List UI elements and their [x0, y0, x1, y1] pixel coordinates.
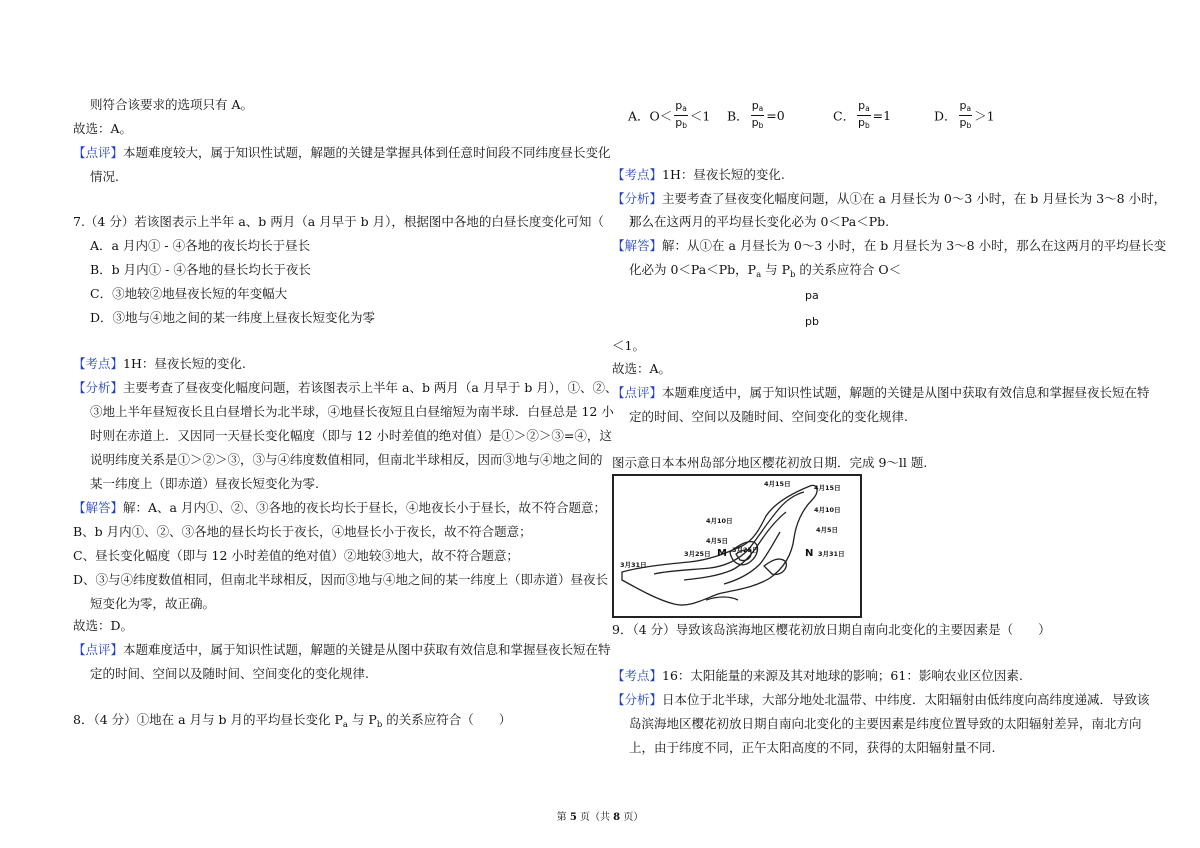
jieda-line: 化必为 0＜Pa＜Pb，$P_a$ 与 $P_b$ 的关系应符合 O＜: [629, 262, 902, 280]
jieda-tag: 【解答】: [612, 238, 663, 253]
fenxi-tag: 【分析】: [612, 191, 663, 206]
jieda-line: C、昼长变化幅度（即与 12 小时差值的绝对值）②地较③地大，故不符合题意；: [73, 548, 519, 563]
comment-line-cont: 定的时间、空间以及随时间、空间变化的变化规律.: [629, 409, 908, 424]
comment-text: 本题难度较大，属于知识性试题，解题的关键是掌握具体到任意时间段不同纬度昼长变化: [123, 145, 611, 160]
answer-line: 故选：A。: [73, 121, 133, 136]
japan-sakura-map: [612, 474, 862, 618]
q8-text: 与 P: [347, 712, 377, 727]
question-9: 9．（4 分）导致该岛滨海地区樱花初放日期自南向北变化的主要因素是（ ）: [612, 622, 1051, 637]
fenxi-tag: 【分析】: [612, 692, 663, 707]
fenxi-tag: 【分析】: [73, 380, 124, 395]
jieda-text: 解：A、a 月内①、②、③各地的夜长均长于昼长，④地夜长小于昼长，故不符合题意；: [123, 500, 606, 515]
q7-option-b: B．b 月内① - ④各地的昼长均长于夜长: [90, 262, 311, 277]
jieda-line: [73, 500, 606, 516]
kaodian-tag: 【考点】: [612, 668, 663, 683]
jieda-line: D、③与④纬度数值相同，但南北半球相反，因而③地与④地之间的某一纬度上（即赤道）昼夜长: [73, 572, 609, 587]
q8-option-a: [628, 100, 710, 131]
kaodian-line: [73, 356, 246, 372]
fraction: $\frac{pa}{pb}$: [959, 99, 972, 130]
q8-text: 8．（4 分）①地在 a 月与 b 月的平均昼长变化 P: [73, 712, 343, 727]
jieda-tag: 【解答】: [73, 500, 124, 515]
comment-line: [612, 385, 1150, 401]
kaodian-line: [612, 668, 1023, 684]
map-label: 3月25日: [732, 546, 759, 554]
map-point-n: N: [805, 548, 814, 559]
fenxi-text: 主要考查了昼夜变化幅度问题，若该图表示上半年 a、b 两月（a 月早于 b 月），①、②、: [123, 380, 618, 395]
jieda-line: 短变化为零，故正确。: [90, 596, 216, 611]
section-intro: 图示意日本本州岛部分地区樱花初放日期．完成 9～ll 题.: [612, 455, 928, 470]
option-tail: ＜1: [689, 108, 711, 124]
fenxi-line: 说明纬度关系是①＞②＞③，③与④纬度数值相同，但南北半球相反，因而③地与④地之间的: [90, 452, 603, 467]
fenxi-line: [612, 191, 1166, 207]
q8-sub-b: b: [376, 720, 383, 730]
q8-option-b: [727, 100, 785, 131]
comment-tag: 【点评】: [612, 385, 663, 400]
q8-option-d: [934, 100, 995, 131]
page-footer: 第 5 页（共 8 页）: [556, 812, 644, 823]
kaodian-line: [612, 167, 785, 183]
map-label: 3月31日: [818, 550, 845, 558]
comment-line: [73, 642, 611, 658]
kaodian-text: 1H：昼夜长短的变化.: [123, 356, 246, 371]
question-8: [73, 712, 511, 733]
q8-sub-a: a: [342, 720, 348, 730]
comment-text: 本题难度适中，属于知识性试题，解题的关键是从图中获取有效信息和掌握昼夜长短在特: [662, 385, 1150, 400]
map-label: 4月5日: [816, 526, 839, 534]
q8-option-c: [833, 100, 891, 131]
fenxi-line: 时则在赤道上．又因同一天昼长变化幅度（即与 12 小时差值的绝对值）是①＞②＞③=④，这: [90, 428, 612, 443]
text-line: ＜1。: [612, 338, 645, 353]
kaodian-tag: 【考点】: [612, 167, 663, 182]
page-number: 5: [569, 812, 577, 823]
map-drawing: [614, 476, 860, 616]
q7-option-c: C．③地较②地昼夜长短的年变幅大: [90, 286, 288, 301]
fenxi-line: [73, 380, 618, 396]
fenxi-line: 那么在这两月的平均昼长变化必为 0＜Pa＜Pb.: [629, 214, 890, 229]
q7-option-a: A．a 月内① - ④各地的夜长均长于昼长: [90, 238, 311, 253]
fenxi-line: ③地上半年昼短夜长且白昼增长为北半球，④地昼长夜短且白昼缩短为南半球．白昼总是 12 小: [90, 404, 614, 419]
q7-option-d: D．③地与④地之间的某一纬度上昼夜长短变化为零: [90, 310, 376, 325]
option-tail: =1: [872, 108, 892, 123]
comment-line-cont: 情况.: [90, 169, 119, 184]
comment-line-cont: 定的时间、空间以及随时间、空间变化的变化规律.: [90, 666, 369, 681]
option-tail: ＞1: [974, 108, 995, 124]
fraction: $\frac{pa}{pb}$: [675, 99, 687, 130]
kaodian-tag: 【考点】: [73, 356, 124, 371]
option-label: D．: [934, 108, 957, 124]
jieda-text: 解：从①在 a 月昼长为 0～3 小时，在 b 月昼长为 3～8 小时，那么在这两月的平均昼长变: [662, 238, 1167, 253]
fenxi-text: 主要考查了昼夜变化幅度问题，从①在 a 月昼长为 0～3 小时，在 b 月昼长为 3～8 小时，: [662, 191, 1167, 206]
comment-tag: 【点评】: [73, 145, 124, 160]
kaodian-text: 1H：昼夜长短的变化.: [662, 167, 785, 182]
q8-text: 的关系应符合（ ）: [382, 712, 512, 727]
map-label: 4月10日: [706, 517, 733, 525]
map-label: 4月5日: [706, 537, 729, 545]
map-label: 3月25日: [684, 550, 711, 558]
text-line: 则符合该要求的选项只有 A。: [90, 97, 254, 112]
question-7: 7.（4 分）若该图表示上半年 a、b 两月（a 月早于 b 月），根据图中各地的白昼长度变化可知（ ）: [73, 214, 642, 229]
map-label: 4月15日: [764, 480, 791, 488]
fenxi-text: 日本位于北半球，大部分地处北温带、中纬度．太阳辐射由低纬度向高纬度递减．导致该: [662, 692, 1150, 707]
fenxi-line: 岛滨海地区樱花初放日期自南向北变化的主要因素是纬度位置导致的太阳辐射差异，南北方向: [629, 716, 1142, 731]
fraction: $\frac{pa}{pb}$: [858, 99, 870, 130]
map-label: 4月15日: [814, 484, 841, 492]
map-label: 3月31日: [620, 561, 647, 569]
answer-line: 故选：D。: [73, 618, 134, 633]
comment-tag: 【点评】: [73, 642, 124, 657]
comment-line: [73, 145, 611, 161]
option-label: C．: [833, 108, 856, 124]
option-label: B．: [727, 108, 749, 124]
fenxi-line: 上，由于纬度不同，正午太阳高度的不同，获得的太阳辐射量不同.: [629, 740, 996, 755]
jieda-line: [612, 238, 1166, 254]
fraction: $\frac{pa}{pb}$: [751, 99, 764, 130]
comment-text: 本题难度适中，属于知识性试题，解题的关键是从图中获取有效信息和掌握昼夜长短在特: [123, 642, 611, 657]
pb-text: pb: [805, 315, 819, 328]
option-label: A．O＜: [628, 108, 673, 124]
answer-line: 故选：A。: [612, 361, 672, 376]
page-total: 8: [613, 812, 621, 823]
map-label: 4月10日: [814, 506, 841, 514]
pa-text: pa: [805, 289, 819, 302]
map-point-m: M: [717, 548, 727, 559]
fenxi-line: [612, 692, 1150, 708]
option-tail: =0: [766, 108, 785, 123]
jieda-line: B、b 月内①、②、③各地的昼长均长于夜长，④地昼长小于夜长，故不符合题意；: [73, 524, 532, 539]
fenxi-line: 某一纬度上（即赤道）昼夜长短变化为零.: [90, 476, 319, 491]
kaodian-text: 16：太阳能量的来源及其对地球的影响；61：影响农业区位因素.: [662, 668, 1023, 683]
